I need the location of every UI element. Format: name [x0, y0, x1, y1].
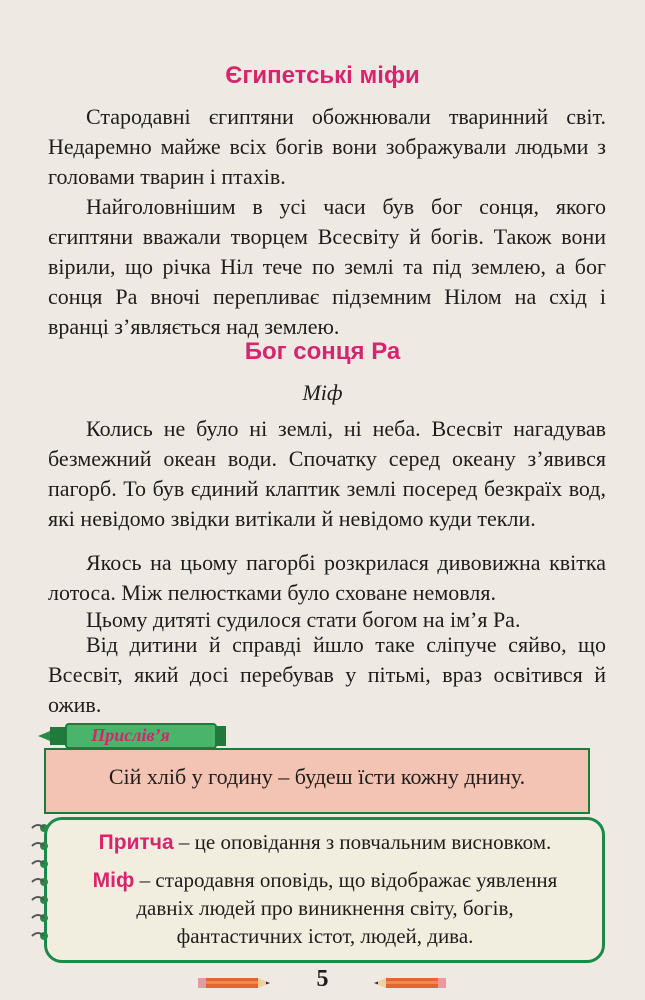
spiral-binding-icon [28, 822, 58, 952]
page-number: 5 [316, 966, 329, 992]
definition-parable-text: – це оповідання з повчальним висновком. [173, 830, 552, 854]
definition-parable [60, 828, 590, 857]
paragraph-3: Колись не було ні землі, ні неба. Всесвіт нагадував безмежний океан води. Спочатку серед океану з’явився пагорб. То був єдиний клаптик землі посеред безкраїх вод, які невідомо звідки витікали й невідомо куди текли. [48, 416, 606, 531]
paragraph-5: Цьому дитяті судилося стати богом на ім’я Ра. [86, 607, 521, 632]
definition-myth-text-1: – стародавня оповідь, що відображає уявлення [134, 868, 558, 892]
paragraph-4: Якось на цьому пагорбі розкрилася дивовижна квітка лотоса. Між пелюстками було сховане немовля. [48, 550, 606, 605]
term-parable: Притча [98, 831, 174, 854]
proverb-text: Сій хліб у годину – будеш їсти кожну днину. [108, 764, 526, 789]
pencil-icon [372, 975, 448, 991]
paragraph-2: Найголовнішим в усі часи був бог сонця, якого єгиптяни вважали творцем Всесвіту й богів. Також вони вірили, що річка Ніл тече по землі та під землею, а бог сонця Ра вночі перепливає підземним Нілом на схід і вранці з’являється над землею. [48, 194, 606, 339]
section-title-egyptian-myths: Єгипетські міфи [225, 62, 420, 89]
genre-subtitle: Міф [302, 380, 343, 405]
definition-myth-line-2: давніх людей про виникнення світу, богів, [136, 896, 514, 920]
paragraph-1: Стародавні єгиптяни обожнювали тваринний світ. Недаремно майже всіх богів вони зображували людьми з головами тварин і птахів. [48, 104, 606, 189]
paragraph-6: Від дитини й справді йшло таке сліпуче сяйво, що Всесвіт, який досі перебував у пітьмі, враз освітився й ожив. [48, 632, 606, 717]
term-myth: Міф [92, 869, 135, 892]
definition-myth [60, 866, 590, 895]
proverb-box [44, 748, 590, 814]
section-title-sun-god-ra: Бог сонця Ра [244, 338, 401, 365]
proverb-label: Прислів’я [91, 725, 170, 745]
definition-myth-line-3: фантастичних істот, людей, дива. [176, 924, 474, 948]
